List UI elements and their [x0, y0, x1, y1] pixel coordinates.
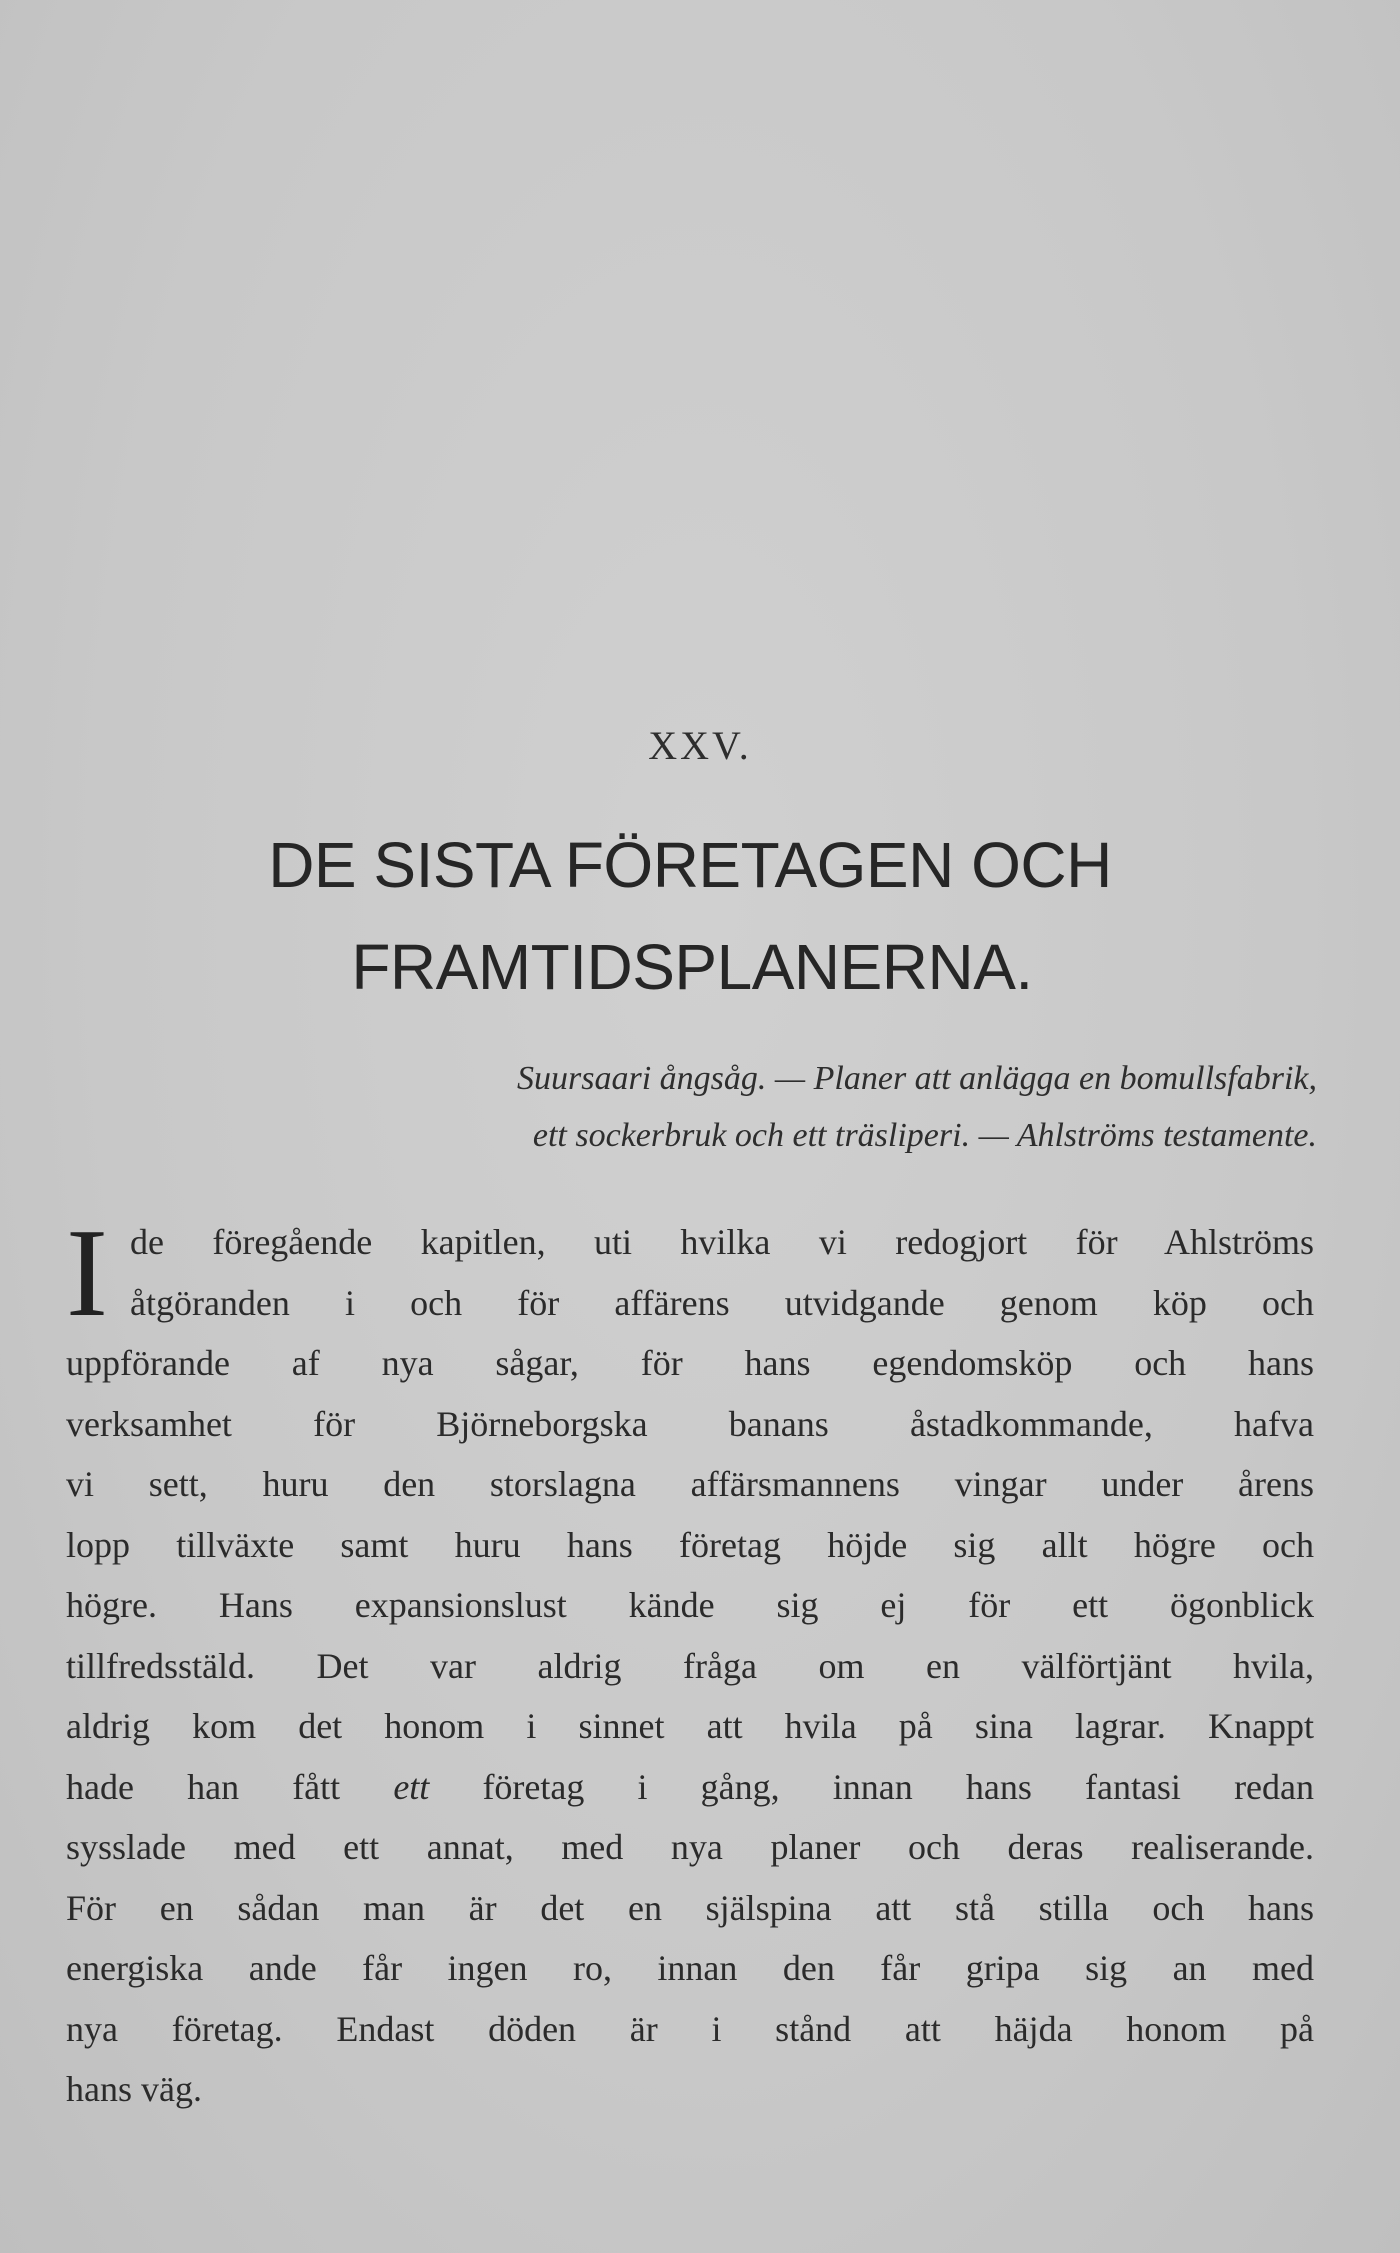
chapter-number: XXV. [648, 723, 752, 768]
paragraph-line: lopp tillväxte samt huru hans företag höjde sig allt högre och [66, 1524, 1314, 1565]
paragraph-line-last: hans väg. [66, 2069, 202, 2109]
paragraph-line: nya företag. Endast döden är i stånd att häjda honom på [66, 2008, 1314, 2049]
paragraph-line-with-emphasis [66, 1757, 1314, 1818]
paragraph-line: högre. Hans expansionslust kände sig ej för ett ögonblick [66, 1585, 1314, 1625]
paragraph-line: verksamhet för Björneborgska banans åstadkommande, hafva [66, 1403, 1314, 1444]
paragraph-line: vi sett, huru den storslagna affärsmannens vingar under årens [66, 1464, 1314, 1504]
body-paragraph [66, 1204, 1315, 2120]
chapter-summary-line-1: Suursaari ångsåg. — Planer att anlägga en bomullsfabrik, [517, 1060, 1317, 1097]
paragraph-line: sysslade med ett annat, med nya planer och deras realiserande. [66, 1827, 1314, 1867]
drop-cap: I [66, 1204, 108, 1343]
line-start: hade han fått [66, 1766, 341, 1807]
chapter-title-line-2: FRAMTIDSPLANERNA. [351, 931, 1033, 1003]
paragraph-line: aldrig kom det honom i sinnet att hvila på sina lagrar. Knappt [66, 1706, 1314, 1746]
line-end: företag i gång, innan hans fantasi redan [482, 1766, 1315, 1807]
emphasis-word: ett [393, 1766, 430, 1807]
paragraph-line: För en sådan man är det en själspina att stå stilla och hans [66, 1887, 1314, 1928]
paragraph-line: åtgöranden i och för affärens utvidgande genom köp och [129, 1282, 1314, 1323]
paragraph-line: tillfredsstäld. Det var aldrig fråga om en välförtjänt hvila, [66, 1645, 1314, 1686]
chapter-summary-line-2: ett sockerbruk och ett träsliperi. — Ahlströms testamente. [532, 1117, 1317, 1154]
paragraph-line: energiska ande får ingen ro, innan den får gripa sig an med [66, 1948, 1314, 1988]
chapter-title-line-1: DE SISTA FÖRETAGEN OCH [268, 829, 1112, 901]
paragraph-line: uppförande af nya sågar, för hans egendomsköp och hans [66, 1343, 1314, 1383]
paragraph-line: de föregående kapitlen, uti hvilka vi redogjort för Ahlströms [129, 1222, 1314, 1262]
